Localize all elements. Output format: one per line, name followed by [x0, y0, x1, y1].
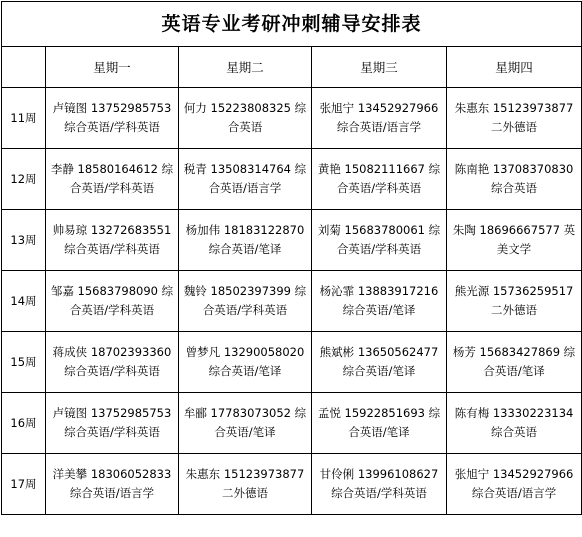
schedule-cell-thursday [447, 149, 582, 210]
tutor-entry: 何力 15223808325 综合英语 [183, 101, 307, 134]
tutor-entry: 朱惠东 15123973877 二外德语 [185, 467, 305, 500]
schedule-cell-monday [46, 271, 179, 332]
header-monday: 星期一 [46, 47, 179, 88]
table-row [2, 271, 582, 332]
tutor-entry: 张旭宁 13452927966 综合英语/语言学 [319, 101, 439, 134]
header-tuesday: 星期二 [179, 47, 312, 88]
schedule-cell-monday [46, 393, 179, 454]
tutor-entry: 朱陶 18696667577 英美文学 [452, 223, 576, 256]
week-label [2, 271, 46, 332]
week-label-text: 13周 [10, 232, 37, 247]
schedule-cell-wednesday [312, 88, 447, 149]
schedule-cell-wednesday [312, 210, 447, 271]
table-row [2, 149, 582, 210]
schedule-cell-monday [46, 88, 179, 149]
tutor-entry: 卢镜图 13752985753 综合英语/学科英语 [52, 101, 172, 134]
tutor-entry: 刘菊 15683780061 综合英语/学科英语 [317, 223, 441, 256]
schedule-cell-wednesday [312, 454, 447, 515]
week-label [2, 210, 46, 271]
tutor-entry: 朱惠东 15123973877 二外德语 [454, 101, 574, 134]
schedule-cell-wednesday [312, 149, 447, 210]
schedule-table [1, 1, 582, 515]
tutor-entry: 牟郦 17783073052 综合英语/笔译 [183, 406, 307, 439]
week-label-text: 12周 [10, 171, 37, 186]
header-wednesday: 星期三 [312, 47, 447, 88]
tutor-entry: 张旭宁 13452927966 综合英语/语言学 [454, 467, 574, 500]
header-row [2, 47, 582, 88]
tutor-entry: 杨芳 15683427869 综合英语/笔译 [452, 345, 576, 378]
tutor-entry: 陈南艳 13708370830 综合英语 [454, 162, 574, 195]
schedule-document [1, 1, 581, 535]
tutor-entry: 陈有梅 13330223134 综合英语 [454, 406, 574, 439]
week-label-text: 16周 [10, 415, 37, 430]
header-thursday: 星期四 [447, 47, 582, 88]
table-row [2, 88, 582, 149]
tutor-entry: 黄艳 15082111667 综合英语/学科英语 [317, 162, 441, 195]
schedule-cell-tuesday [179, 454, 312, 515]
schedule-cell-thursday [447, 271, 582, 332]
tutor-entry: 曾梦凡 13290058020 综合英语/笔译 [185, 345, 305, 378]
week-label [2, 393, 46, 454]
tutor-entry: 孟悦 15922851693 综合英语/笔译 [317, 406, 441, 439]
schedule-cell-thursday [447, 393, 582, 454]
schedule-cell-tuesday [179, 393, 312, 454]
table-title: 英语专业考研冲刺辅导安排表 [2, 2, 582, 47]
schedule-cell-thursday [447, 332, 582, 393]
week-label [2, 332, 46, 393]
header-corner [2, 47, 46, 88]
schedule-cell-monday [46, 454, 179, 515]
schedule-cell-tuesday [179, 88, 312, 149]
tutor-entry: 李静 18580164612 综合英语/学科英语 [50, 162, 174, 195]
tutor-entry: 魏铃 18502397399 综合英语/学科英语 [183, 284, 307, 317]
tutor-entry: 帅易琼 13272683551 综合英语/学科英语 [52, 223, 172, 256]
tutor-entry: 熊斌彬 13650562477 综合英语/笔译 [319, 345, 439, 378]
schedule-cell-tuesday [179, 149, 312, 210]
schedule-cell-tuesday [179, 271, 312, 332]
tutor-entry: 邹嘉 15683798090 综合英语/学科英语 [50, 284, 174, 317]
schedule-cell-wednesday [312, 271, 447, 332]
schedule-cell-monday [46, 149, 179, 210]
week-label-text: 14周 [10, 293, 37, 308]
schedule-cell-monday [46, 332, 179, 393]
tutor-entry: 杨加伟 18183122870 综合英语/笔译 [185, 223, 305, 256]
tutor-entry: 甘伶俐 13996108627 综合英语/学科英语 [319, 467, 439, 500]
schedule-cell-tuesday [179, 332, 312, 393]
tutor-entry: 蒋成侠 18702393360 综合英语/学科英语 [52, 345, 172, 378]
week-label [2, 454, 46, 515]
tutor-entry: 熊光源 15736259517 二外德语 [454, 284, 574, 317]
tutor-entry: 杨沁霏 13883917216 综合英语/笔译 [319, 284, 439, 317]
schedule-cell-tuesday [179, 210, 312, 271]
schedule-cell-thursday [447, 88, 582, 149]
schedule-cell-thursday [447, 210, 582, 271]
week-label [2, 149, 46, 210]
week-label [2, 88, 46, 149]
tutor-entry: 洋美攀 18306052833 综合英语/语言学 [52, 467, 172, 500]
schedule-cell-wednesday [312, 332, 447, 393]
week-label-text: 15周 [10, 354, 37, 369]
week-label-text: 17周 [10, 476, 37, 491]
table-row [2, 210, 582, 271]
schedule-cell-wednesday [312, 393, 447, 454]
title-row [2, 2, 582, 47]
tutor-entry: 税青 13508314764 综合英语/语言学 [183, 162, 307, 195]
week-label-text: 11周 [10, 110, 37, 125]
table-row [2, 454, 582, 515]
schedule-cell-thursday [447, 454, 582, 515]
table-row [2, 393, 582, 454]
table-row [2, 332, 582, 393]
schedule-cell-monday [46, 210, 179, 271]
tutor-entry: 卢镜图 13752985753 综合英语/学科英语 [52, 406, 172, 439]
